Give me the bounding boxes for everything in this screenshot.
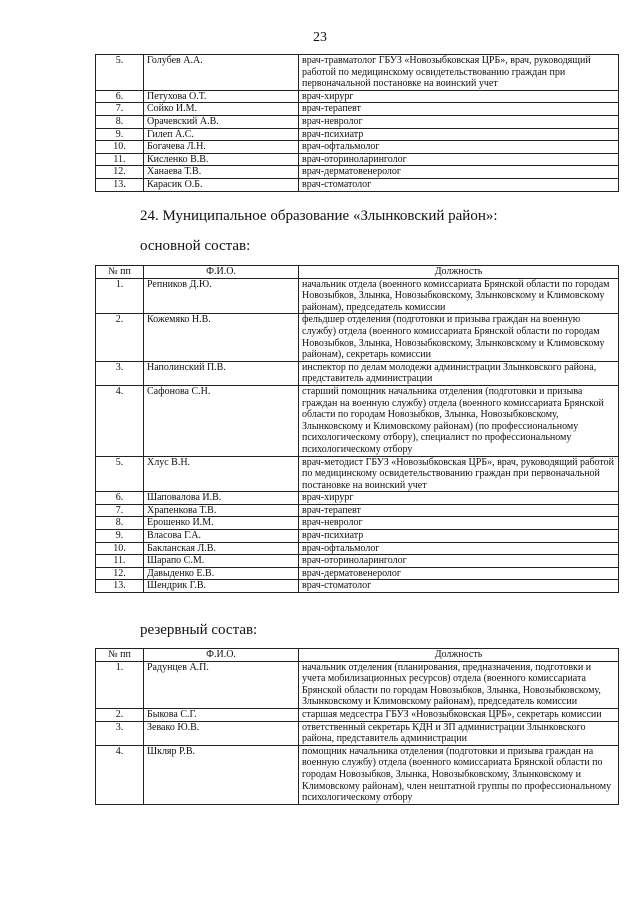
row-number: 2. <box>96 708 144 721</box>
table-row <box>96 90 619 103</box>
row-name: Сойко И.М. <box>144 103 299 116</box>
row-position: помощник начальника отделения (подготовки и призыва граждан на военную службу) отдела (военного комиссариата Брянской области по городам Новозыбков, Злынка, Новозыбковскому, Злынковскому и Климовскому районам), член нештатной группы по профессиональному психологическому отбору <box>299 745 619 804</box>
row-position: врач-офтальмолог <box>299 141 619 154</box>
table-row <box>96 153 619 166</box>
table-row <box>96 314 619 361</box>
table-row <box>96 492 619 505</box>
table-row <box>96 661 619 708</box>
row-position: врач-травматолог ГБУЗ «Новозыбковская ЦРБ», врач, руководящий работой по медицинскому освидетельствованию граждан при первоначальной постановке на воинский учет <box>299 55 619 91</box>
row-position: инспектор по делам молодежи администрации Злынковского района, представитель администрации <box>299 361 619 385</box>
row-name: Орачевский А.В. <box>144 115 299 128</box>
row-name: Кисленко В.В. <box>144 153 299 166</box>
row-position: врач-стоматолог <box>299 178 619 191</box>
table-reserve <box>95 648 619 805</box>
row-number: 4. <box>96 745 144 804</box>
row-number: 7. <box>96 103 144 116</box>
table-row <box>96 517 619 530</box>
row-position: врач-терапевт <box>299 504 619 517</box>
table-row <box>96 385 619 456</box>
table-header-row <box>96 266 619 279</box>
row-name: Власова Г.А. <box>144 530 299 543</box>
table-row <box>96 721 619 745</box>
row-name: Наполинский П.В. <box>144 361 299 385</box>
table-row <box>96 278 619 314</box>
row-number: 11. <box>96 555 144 568</box>
header-position: Должность <box>299 649 619 662</box>
row-position: врач-психиатр <box>299 530 619 543</box>
table-row <box>96 115 619 128</box>
table-row <box>96 745 619 804</box>
row-name: Петухова О.Т. <box>144 90 299 103</box>
row-number: 1. <box>96 661 144 708</box>
table-row <box>96 580 619 593</box>
row-number: 6. <box>96 492 144 505</box>
row-number: 9. <box>96 530 144 543</box>
row-number: 5. <box>96 456 144 492</box>
row-position: врач-невролог <box>299 115 619 128</box>
main-composition-label: основной состав: <box>140 238 251 254</box>
row-position: старший помощник начальника отделения (подготовки и призыва граждан на военную службу) отдела (военного комиссариата Брянской области по городам Новозыбков, Злынка, Новозыбковскому, Злынковскому и Климовскому районам) (по профессиональному психологическому отбору), специалист по профессиональному психологическому отбору <box>299 385 619 456</box>
row-number: 3. <box>96 361 144 385</box>
header-number: № пп <box>96 266 144 279</box>
row-position: врач-невролог <box>299 517 619 530</box>
row-position: врач-офтальмолог <box>299 542 619 555</box>
table-row <box>96 504 619 517</box>
row-name: Кожемяко Н.В. <box>144 314 299 361</box>
header-number: № пп <box>96 649 144 662</box>
table-header-row <box>96 649 619 662</box>
table-row <box>96 555 619 568</box>
table-row <box>96 166 619 179</box>
table-row <box>96 708 619 721</box>
row-number: 10. <box>96 141 144 154</box>
page-number: 23 <box>313 30 327 45</box>
row-name: Сафонова С.Н. <box>144 385 299 456</box>
row-name: Ханаева Т.В. <box>144 166 299 179</box>
table-row <box>96 128 619 141</box>
row-position: врач-терапевт <box>299 103 619 116</box>
row-name: Шкляр Р.В. <box>144 745 299 804</box>
row-name: Репников Д.Ю. <box>144 278 299 314</box>
table-row <box>96 141 619 154</box>
header-name: Ф.И.О. <box>144 649 299 662</box>
row-number: 4. <box>96 385 144 456</box>
table-row <box>96 542 619 555</box>
row-name: Голубев А.А. <box>144 55 299 91</box>
row-position: врач-оториноларинголог <box>299 153 619 166</box>
row-name: Шаповалова И.В. <box>144 492 299 505</box>
row-name: Шарапо С.М. <box>144 555 299 568</box>
row-number: 7. <box>96 504 144 517</box>
table-row <box>96 456 619 492</box>
row-number: 10. <box>96 542 144 555</box>
row-position: врач-хирург <box>299 90 619 103</box>
row-name: Ерошенко И.М. <box>144 517 299 530</box>
row-position: врач-дерматовенеролог <box>299 567 619 580</box>
row-number: 6. <box>96 90 144 103</box>
table-row <box>96 530 619 543</box>
header-position: Должность <box>299 266 619 279</box>
row-name: Богачева Л.Н. <box>144 141 299 154</box>
row-name: Радунцев А.П. <box>144 661 299 708</box>
row-number: 5. <box>96 55 144 91</box>
row-position: старшая медсестра ГБУЗ «Новозыбковская ЦРБ», секретарь комиссии <box>299 708 619 721</box>
row-position: начальник отдела (военного комиссариата Брянской области по городам Новозыбков, Злынка, Новозыбковскому, Злынковскому и Климовскому районам), председатель комиссии <box>299 278 619 314</box>
row-name: Карасик О.Б. <box>144 178 299 191</box>
row-number: 12. <box>96 166 144 179</box>
table-row <box>96 103 619 116</box>
row-number: 2. <box>96 314 144 361</box>
row-position: начальник отделения (планирования, предназначения, подготовки и учета мобилизационных ресурсов) отдела (военного комиссариата Брянской области по городам Новозыбков, Злынка, Новозыбковскому, Злынковскому и Климовскому районам), председатель комиссии <box>299 661 619 708</box>
table-row <box>96 361 619 385</box>
row-name: Храпенкова Т.В. <box>144 504 299 517</box>
row-position: ответственный секретарь КДН и ЗП администрации Злынковского района, представитель администрации <box>299 721 619 745</box>
row-name: Быкова С.Г. <box>144 708 299 721</box>
row-number: 1. <box>96 278 144 314</box>
row-position: врач-методист ГБУЗ «Новозыбковская ЦРБ», врач, руководящий работой по медицинскому освидетельствованию граждан при первоначальной постановке на воинский учет <box>299 456 619 492</box>
row-name: Бакланская Л.В. <box>144 542 299 555</box>
table-row <box>96 567 619 580</box>
row-number: 8. <box>96 517 144 530</box>
row-number: 12. <box>96 567 144 580</box>
row-name: Хлус В.Н. <box>144 456 299 492</box>
row-number: 11. <box>96 153 144 166</box>
row-number: 3. <box>96 721 144 745</box>
row-name: Гилеп А.С. <box>144 128 299 141</box>
table-row <box>96 178 619 191</box>
table-row <box>96 55 619 91</box>
row-name: Зевако Ю.В. <box>144 721 299 745</box>
row-position: врач-психиатр <box>299 128 619 141</box>
section-title: 24. Муниципальное образование «Злынковский район»: <box>140 208 498 224</box>
row-position: врач-оториноларинголог <box>299 555 619 568</box>
table-top <box>95 54 619 192</box>
row-position: фельдшер отделения (подготовки и призыва граждан на военную службу) отдела (военного комиссариата Брянской области по городам Новозыбков, Злынка, Новозыбковскому, Злынковскому и Климовскому районам), секретарь комиссии <box>299 314 619 361</box>
reserve-composition-label: резервный состав: <box>140 622 258 638</box>
row-position: врач-хирург <box>299 492 619 505</box>
header-name: Ф.И.О. <box>144 266 299 279</box>
row-number: 13. <box>96 580 144 593</box>
row-name: Шендрик Г.В. <box>144 580 299 593</box>
row-number: 9. <box>96 128 144 141</box>
row-number: 8. <box>96 115 144 128</box>
row-position: врач-дерматовенеролог <box>299 166 619 179</box>
row-name: Давыденко Е.В. <box>144 567 299 580</box>
row-number: 13. <box>96 178 144 191</box>
table-main <box>95 265 619 593</box>
row-position: врач-стоматолог <box>299 580 619 593</box>
